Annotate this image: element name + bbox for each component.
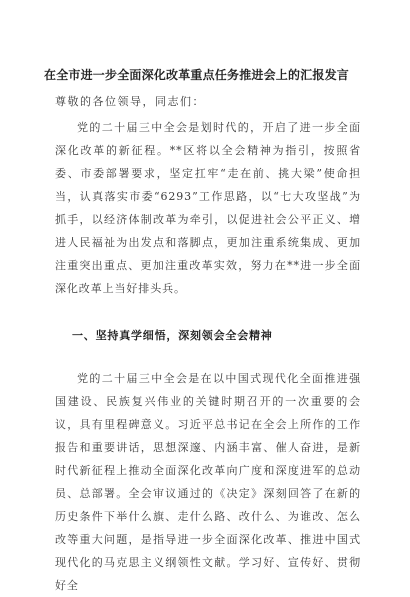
document-title: 在全市进一步全面深化改革重点任务推进会上的汇报发言 (44, 68, 350, 82)
paragraph: 党的二十届三中全会是划时代的，开启了进一步全面深化改革的新征程。**区将以全会精神为指引，按照省委、市委部署要求，坚定扛牢“走在前、挑大梁”使命担当，认真落实市委“6293”工作思路，以“七大攻坚战”为抓手，以经济体制改革为牵引，以促进社会公平正义、增进人民福祉为出发点和落脚点，更加注重系统集成、更加注重突出重点、更加注重改革实效，努力在**进一步全面深化改革上当好排头兵。 (55, 121, 361, 295)
paragraph: 党的二十届三中全会是在以中国式现代化全面推进强国建设、民族复兴伟业的关键时期召开的一次重要的会议，具有里程碑意义。习近平总书记在全会上所作的工作报告和重要讲话，思想深邃、内涵丰富、催人奋进，是新时代新征程上推动全面深化改革向广度和深度进军的总动员、总部署。全会审议通过的《决定》深刻回答了在新的历史条件下举什么旗、走什么路、改什么、为谁改、怎么改等重大问题，是指导进一步全面深化改革、推进中国式现代化的马克思主义纲领性文献。学习好、宣传好、贯彻好全 (55, 372, 361, 592)
section-heading: 一、坚持真学细悟，深刻领会全会精神 (72, 329, 273, 342)
salutation: 尊敬的各位领导，同志们： (55, 95, 205, 108)
